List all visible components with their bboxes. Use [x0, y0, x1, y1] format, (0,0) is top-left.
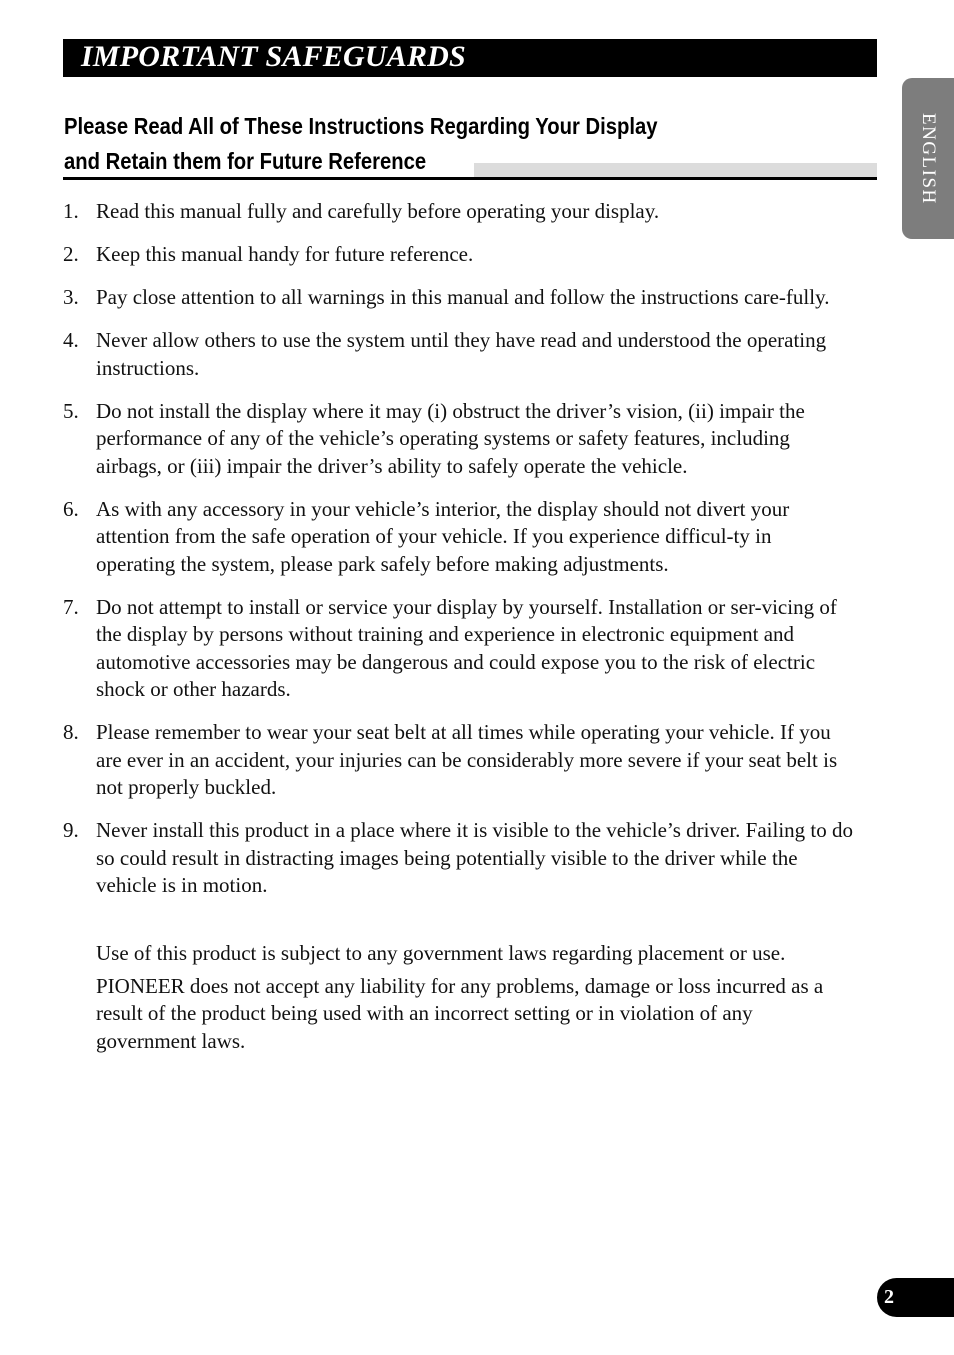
heading-rule: [63, 177, 877, 180]
page-number: 2: [884, 1286, 894, 1308]
item-text: Pay close attention to all warnings in this manual and follow the instructions care-fully.: [96, 285, 830, 309]
item-number: 7.: [63, 594, 79, 619]
list-item: [63, 198, 853, 226]
language-tab: [902, 78, 954, 239]
item-number: 9.: [63, 818, 79, 842]
list-item: [63, 398, 853, 481]
list-item: [63, 327, 853, 382]
section-heading-line-2: and Retain them for Future Reference: [64, 148, 427, 174]
item-text: As with any accessory in your vehicle’s interior, the display should not divert your attention from the safe operation of your vehicle. If you experience difficul-ty in operating the system, please park safely before making adjustments.: [96, 496, 790, 576]
item-text: Keep this manual handy for future reference.: [96, 242, 474, 266]
item-number: 8.: [63, 720, 79, 744]
item-text: Read this manual fully and carefully before operating your display.: [96, 199, 660, 223]
list-item: [63, 594, 853, 704]
item-text: Never allow others to use the system until they have read and understood the operating instructions.: [96, 328, 827, 380]
page-title-bar: [63, 39, 877, 77]
page-title: IMPORTANT SAFEGUARDS: [81, 40, 466, 73]
list-item: [63, 817, 853, 900]
section-heading: [64, 109, 698, 179]
notes: [63, 942, 853, 1060]
list-item: [63, 284, 853, 312]
item-text: Never install this product in a place where it is visible to the vehicle’s driver. Failing to do so could result in distracting images being potentially visible to the driver while the vehicle is in motion.: [96, 818, 853, 897]
item-number: 3.: [63, 285, 79, 309]
item-number: 4.: [63, 328, 79, 352]
section-heading-line-1: Please Read All of These Instructions Regarding Your Display: [64, 113, 658, 139]
item-number: 5.: [63, 398, 79, 423]
list-item: [63, 496, 853, 579]
list-item: [63, 241, 853, 269]
item-text: Please remember to wear your seat belt at all times while operating your vehicle. If you are ever in an accident, your injuries can be considerably more severe if your seat belt is not properly buckled.: [96, 720, 838, 799]
item-number: 2.: [63, 242, 79, 266]
safeguard-list: [63, 198, 853, 915]
item-text: Do not install the display where it may (i) obstruct the driver’s vision, (ii) impair the performance of any of the vehicle’s operating systems or safety features, including airbags, or (iii) impair the driver’s ability to safely operate the vehicle.: [96, 398, 805, 478]
note-government-laws: Use of this product is subject to any government laws regarding placement or use.: [96, 941, 786, 965]
item-number: 1.: [63, 199, 79, 223]
page-number-tab: [877, 1278, 954, 1317]
list-item: [63, 719, 853, 802]
item-text: Do not attempt to install or service your display by yourself. Installation or ser-vicing of the display by persons without training and experience in electronic equipment and automotive accessories may be dangerous and could expose you to the risk of electric shock or other hazards.: [96, 594, 837, 701]
note-liability: PIONEER does not accept any liability for any problems, damage or loss incurred as a result of the product being used with an incorrect setting or in violation of any government laws.: [96, 973, 824, 1053]
language-tab-label: ENGLISH: [918, 112, 939, 205]
item-number: 6.: [63, 496, 79, 521]
